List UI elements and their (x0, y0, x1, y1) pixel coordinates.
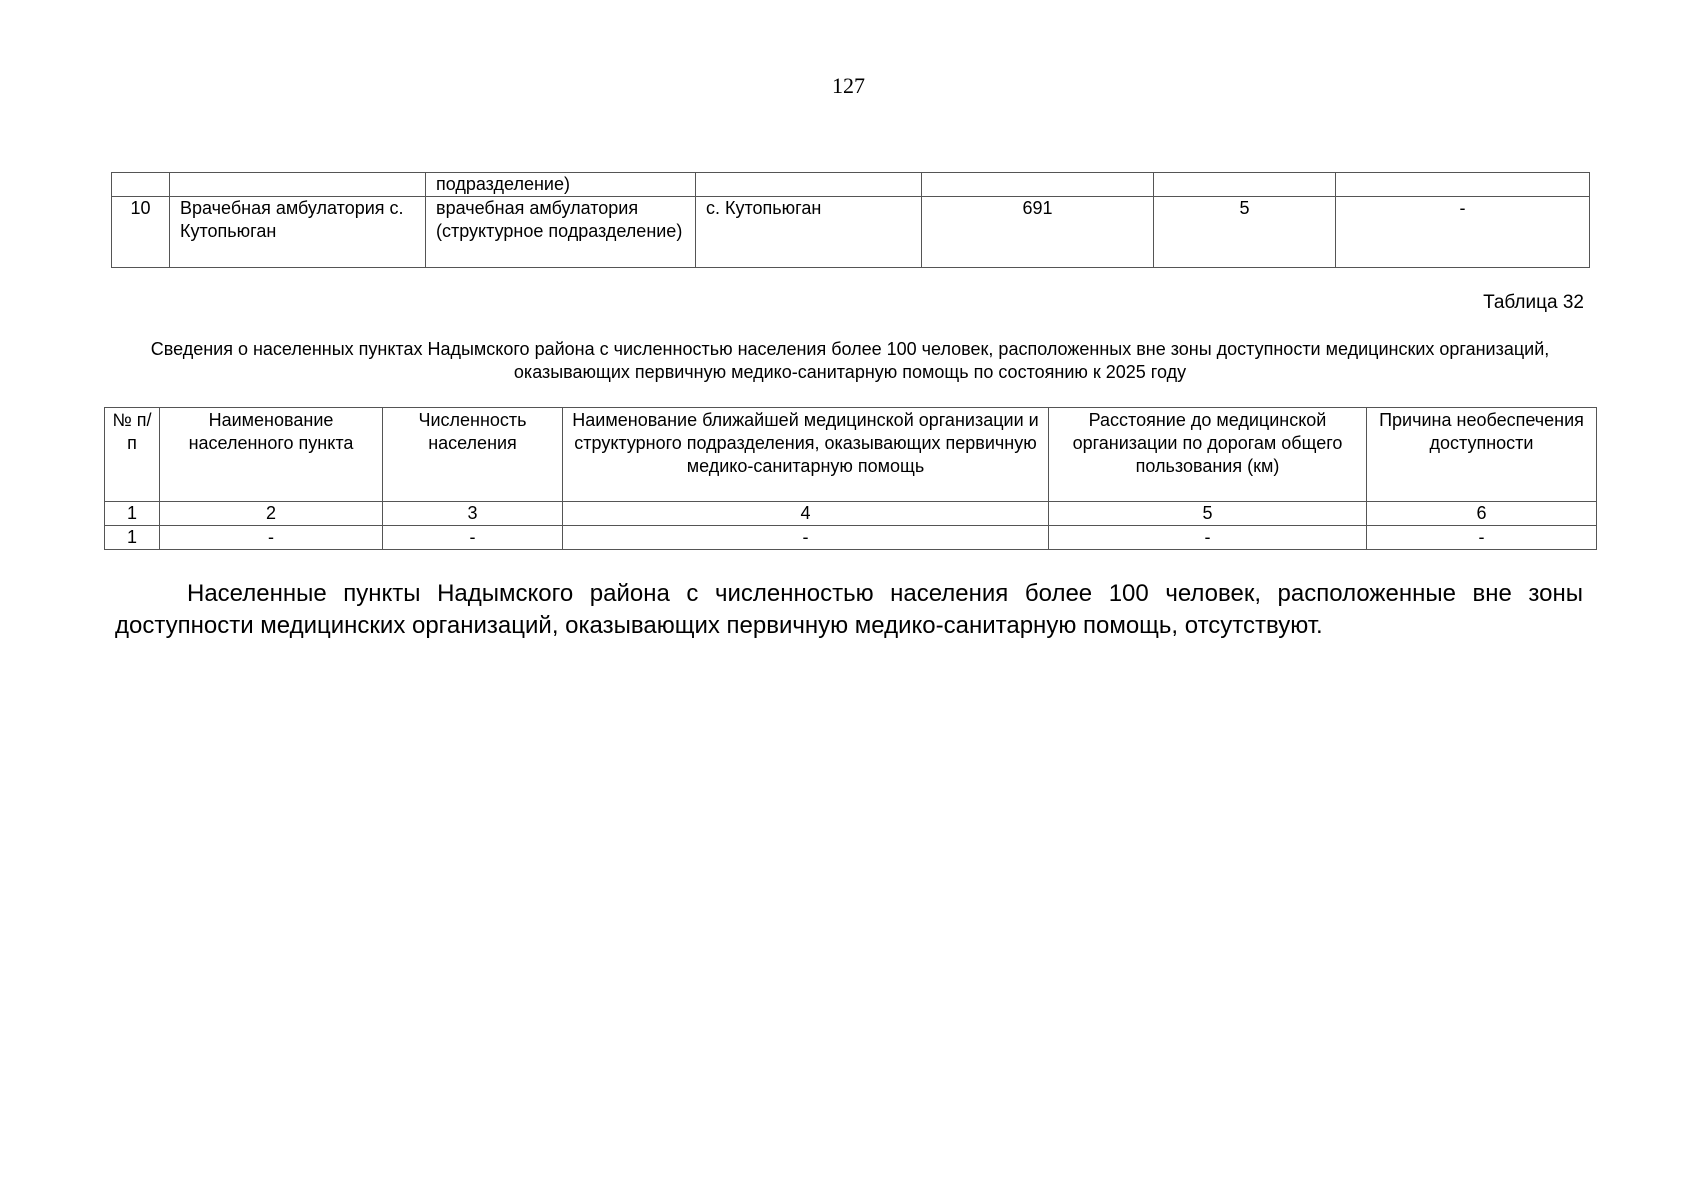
conclusion-paragraph: Населенные пункты Надымского района с численностью населения более 100 человек, расположенные вне зоны доступности медицинских организаций, оказывающих первичную медико-санитарную помощь, отсутствуют. (115, 580, 1583, 639)
column-header: Причина необеспечения доступности (1367, 408, 1597, 502)
table-caption: Сведения о населенных пунктах Надымского района с численностью населения более 100 человек, расположенных вне зоны доступности медицинских организаций, оказывающих первичную медико-санитарную помощь по состоянию к 2025 году (150, 339, 1550, 382)
table-cell: 2 (160, 502, 383, 526)
table-row (112, 197, 1590, 268)
table-cell: 5 (1154, 197, 1336, 268)
continued-table (111, 172, 1590, 268)
main-table (104, 407, 1597, 550)
table-cell (1154, 173, 1336, 197)
table-cell: с. Кутопьюган (696, 197, 922, 268)
column-header: № п/п (105, 408, 160, 502)
table-cell: - (160, 526, 383, 550)
table-cell: - (1049, 526, 1367, 550)
table-header-row (105, 408, 1597, 502)
table-row (112, 173, 1590, 197)
column-header: Расстояние до медицинской организации по дорогам общего пользования (км) (1049, 408, 1367, 502)
table-cell: 6 (1367, 502, 1597, 526)
table-row (105, 526, 1597, 550)
column-header: Наименование ближайшей медицинской организации и структурного подразделения, оказывающих первичную медико-санитарную помощь (563, 408, 1049, 502)
table-cell: - (1336, 197, 1590, 268)
numbering-row (105, 502, 1597, 526)
table-cell (112, 173, 170, 197)
table-cell: 3 (383, 502, 563, 526)
table-cell: - (383, 526, 563, 550)
table-label: Таблица 32 (1483, 292, 1584, 313)
column-header: Численность населения (383, 408, 563, 502)
table-cell: 5 (1049, 502, 1367, 526)
table-cell: подразделение) (426, 173, 696, 197)
table-cell: - (1367, 526, 1597, 550)
page-number: 127 (832, 73, 865, 98)
table-cell: 691 (922, 197, 1154, 268)
table-cell: - (563, 526, 1049, 550)
table-cell: 10 (112, 197, 170, 268)
table-cell: Врачебная амбулатория с. Кутопьюган (170, 197, 426, 268)
table-cell (1336, 173, 1590, 197)
table-cell (696, 173, 922, 197)
table-cell (922, 173, 1154, 197)
table-cell (170, 173, 426, 197)
table-cell: 4 (563, 502, 1049, 526)
table-cell: 1 (105, 502, 160, 526)
column-header: Наименование населенного пункта (160, 408, 383, 502)
table-cell: 1 (105, 526, 160, 550)
table-cell: врачебная амбулатория (структурное подразделение) (426, 197, 696, 268)
